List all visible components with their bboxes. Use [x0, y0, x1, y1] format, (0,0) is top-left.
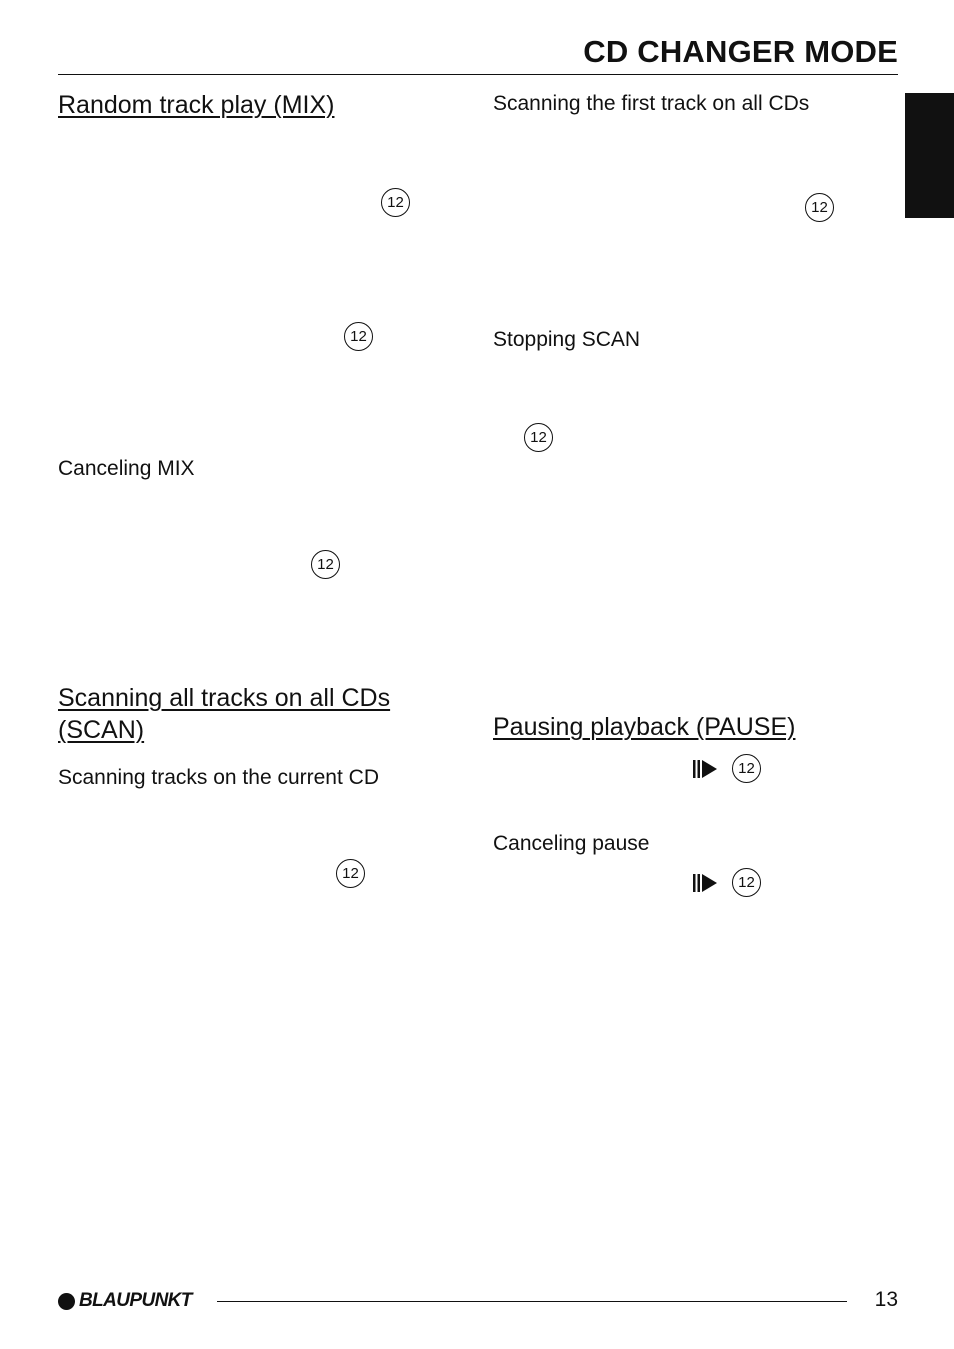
play-pause-icon	[693, 759, 717, 779]
subheading-scanning-first-track: Scanning the first track on all CDs	[493, 92, 810, 115]
language-tab-marker	[905, 93, 954, 218]
key-number-badge: 12	[732, 868, 761, 897]
play-pause-icon	[693, 873, 717, 893]
key-number-badge: 12	[336, 859, 365, 888]
heading-scanning-all-tracks-line2: (SCAN)	[58, 716, 145, 744]
key-number-badge: 12	[381, 188, 410, 217]
subheading-canceling-pause: Canceling pause	[493, 832, 650, 855]
key-number-badge: 12	[524, 423, 553, 452]
header-rule	[58, 74, 898, 75]
key-number-badge: 12	[732, 754, 761, 783]
subheading-canceling-mix: Canceling MIX	[58, 457, 195, 480]
brand-logo	[58, 1290, 192, 1312]
heading-pausing-playback: Pausing playback (PAUSE)	[493, 713, 796, 741]
logo-dot-icon	[58, 1293, 75, 1310]
subheading-stopping-scan: Stopping SCAN	[493, 328, 641, 351]
key-number-badge: 12	[805, 193, 834, 222]
brand-name: BLAUPUNKT	[79, 1290, 192, 1311]
footer-rule	[217, 1301, 847, 1302]
heading-scanning-all-tracks: Scanning all tracks on all CDs	[58, 684, 391, 712]
page-number: 13	[874, 1288, 898, 1311]
subheading-scanning-current-cd: Scanning tracks on the current CD	[58, 766, 379, 789]
key-number-badge: 12	[344, 322, 373, 351]
page-title: CD CHANGER MODE	[583, 34, 898, 69]
heading-random-track-play: Random track play (MIX)	[58, 91, 335, 119]
key-number-badge: 12	[311, 550, 340, 579]
